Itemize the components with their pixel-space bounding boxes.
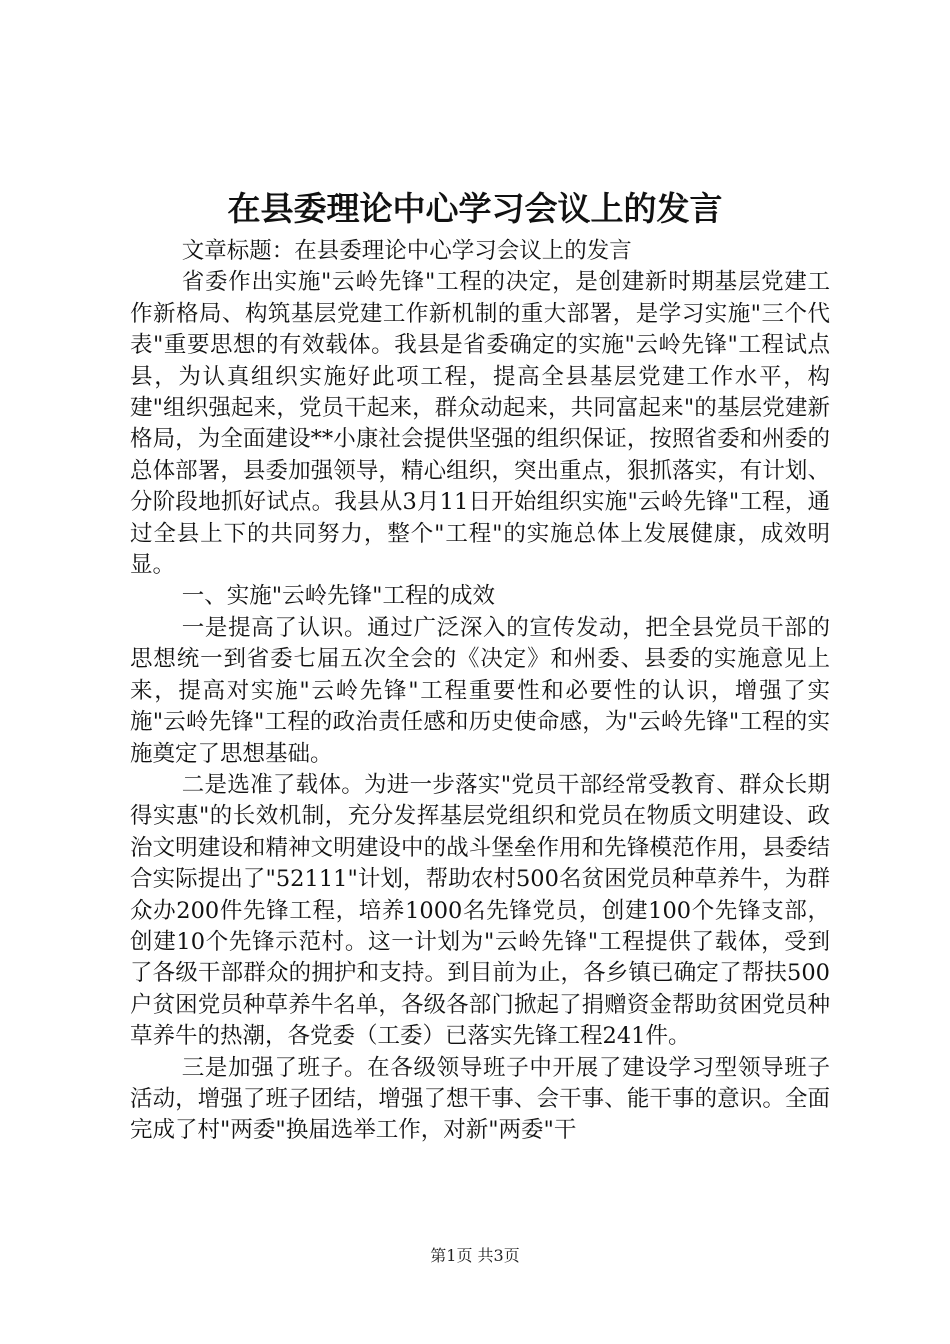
paragraph-intro: 省委作出实施"云岭先锋"工程的决定，是创建新时期基层党建工作新格局、构筑基层党建工作新机制的重大部署，是学习实施"三个代表"重要思想的有效载体。我县是省委确定的实施"云岭先锋"工程试点县，为认真组织实施好此项工程，提高全县基层党建工作水平，构建"组织强起来，党员干起来，群众动起来，共同富起来"的基层党建新格局，为全面建设**小康社会提供坚强的组织保证，按照省委和州委的总体部署，县委加强领导，精心组织，突出重点，狠抓落实，有计划、分阶段地抓好试点。我县从3月11日开始组织实施"云岭先锋"工程，通过全县上下的共同努力，整个"工程"的实施总体上发展健康，成效明显。 [130,269,830,579]
paragraph-point-1: 一是提高了认识。通过广泛深入的宣传发动，把全县党员干部的思想统一到省委七届五次全会的《决定》和州委、县委的实施意见上来，提高对实施"云岭先锋"工程重要性和必要性的认识，增强了实施"云岭先锋"工程的政治责任感和历史使命感，为"云岭先锋"工程的实施奠定了思想基础。 [130,614,830,767]
paragraph-point-2: 二是选准了载体。为进一步落实"党员干部经常受教育、群众长期得实惠"的长效机制，充分发挥基层党组织和党员在物质文明建设、政治文明建设和精神文明建设中的战斗堡垒作用和先锋模范作用，县委结合实际提出了"52111"计划，帮助农村500名贫困党员种草养牛，为群众办200件先锋工程，培养1000名先锋党员，创建100个先锋支部，创建10个先锋示范村。这一计划为"云岭先锋"工程提供了载体，受到了各级干部群众的拥护和支持。到目前为止，各乡镇已确定了帮扶500户贫困党员种草养牛名单，各级各部门掀起了捐赠资金帮助贫困党员种草养牛的热潮，各党委（工委）已落实先锋工程241件。 [130,771,830,1050]
page-footer: 第1页 共3页 [430,1246,520,1265]
paragraph-point-3: 三是加强了班子。在各级领导班子中开展了建设学习型领导班子活动，增强了班子团结，增强了想干事、会干事、能干事的意识。全面完成了村"两委"换届选举工作，对新"两委"干 [130,1054,830,1144]
article-title-line: 文章标题：在县委理论中心学习会议上的发言 [181,238,632,264]
document-title: 在县委理论中心学习会议上的发言 [227,189,723,228]
document-body [130,236,830,1147]
section-heading: 一、实施"云岭先锋"工程的成效 [181,583,495,610]
